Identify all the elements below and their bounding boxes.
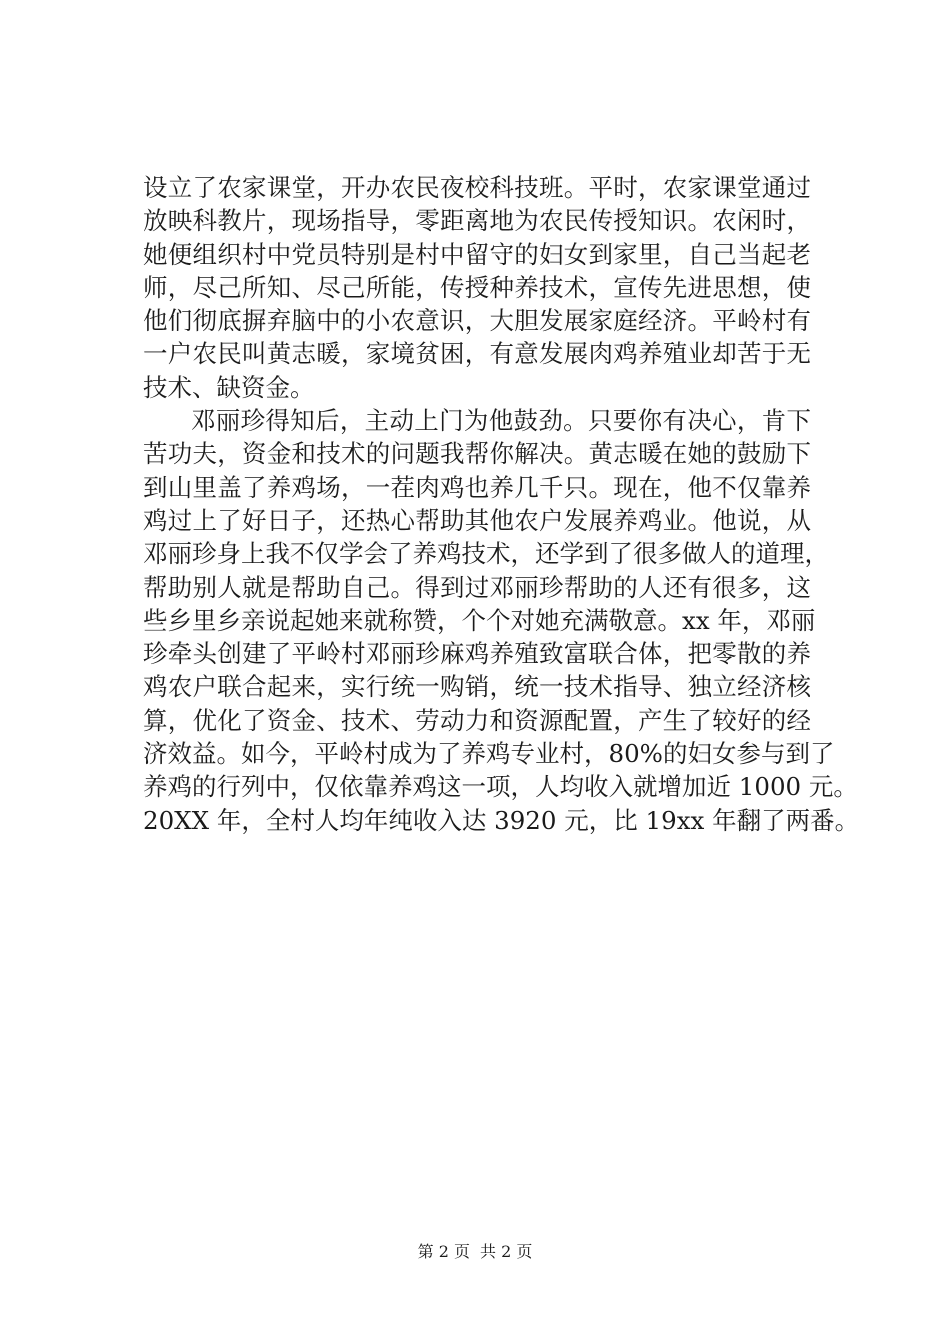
paragraph-line: 放映科教片，现场指导，零距离地为农民传授知识。农闲时， bbox=[143, 206, 811, 236]
paragraph-2 bbox=[143, 404, 860, 870]
paragraph-line: 20XX 年，全村人均年纯收入达 3920 元，比 19xx 年翻了两番。 bbox=[143, 805, 860, 835]
paragraph-line: 设立了农家课堂，开办农民夜校科技班。平时，农家课堂通过 bbox=[143, 173, 811, 202]
paragraph-line: 济效益。如今，平岭村成为了养鸡专业村，80%的妇女参与到了 bbox=[143, 739, 835, 769]
paragraph-1 bbox=[143, 171, 811, 404]
paragraph-line: 技术、缺资金。 bbox=[143, 372, 315, 402]
paragraph-line: 一户农民叫黄志暖，家境贫困，有意发展肉鸡养殖业却苦于无 bbox=[143, 339, 811, 369]
document-body bbox=[143, 171, 860, 870]
paragraph-line: 帮助别人就是帮助自己。得到过邓丽珍帮助的人还有很多，这 bbox=[143, 572, 811, 602]
paragraph-line: 养鸡的行列中，仅依靠养鸡这一项，人均收入就增加近 1000 元。 bbox=[143, 772, 858, 802]
paragraph-line: 苦功夫，资金和技术的问题我帮你解决。黄志暖在她的鼓励下 bbox=[143, 439, 811, 469]
page-number: 第 2 页 bbox=[417, 1242, 470, 1261]
paragraph-line: 师，尽己所知、尽己所能，传授种养技术，宣传先进思想，使 bbox=[143, 272, 811, 302]
paragraph-line: 鸡过上了好日子，还热心帮助其他农户发展养鸡业。他说，从 bbox=[143, 505, 811, 535]
paragraph-line: 珍牵头创建了平岭村邓丽珍麻鸡养殖致富联合体，把零散的养 bbox=[143, 639, 811, 669]
paragraph-line: 她便组织村中党员特别是村中留守的妇女到家里，自己当起老 bbox=[143, 239, 811, 269]
paragraph-line: 些乡里乡亲说起她来就称赞，个个对她充满敬意。xx 年，邓丽 bbox=[143, 605, 816, 635]
paragraph-line bbox=[143, 837, 811, 870]
paragraph-line: 邓丽珍身上我不仅学会了养鸡技术，还学到了很多做人的道理， bbox=[143, 539, 829, 569]
page-total: 共 2 页 bbox=[480, 1242, 533, 1261]
paragraph-line: 算，优化了资金、技术、劳动力和资源配置，产生了较好的经 bbox=[143, 705, 811, 735]
paragraph-line: 鸡农户联合起来，实行统一购销，统一技术指导、独立经济核 bbox=[143, 672, 811, 702]
paragraph-line: 邓丽珍得知后，主动上门为他鼓劲。只要你有决心，肯下 bbox=[191, 406, 811, 436]
paragraph-line: 到山里盖了养鸡场，一茬肉鸡也养几千只。现在，他不仅靠养 bbox=[143, 472, 811, 502]
page-footer bbox=[0, 1242, 950, 1262]
paragraph-line: 他们彻底摒弃脑中的小农意识，大胆发展家庭经济。平岭村有 bbox=[143, 306, 811, 336]
